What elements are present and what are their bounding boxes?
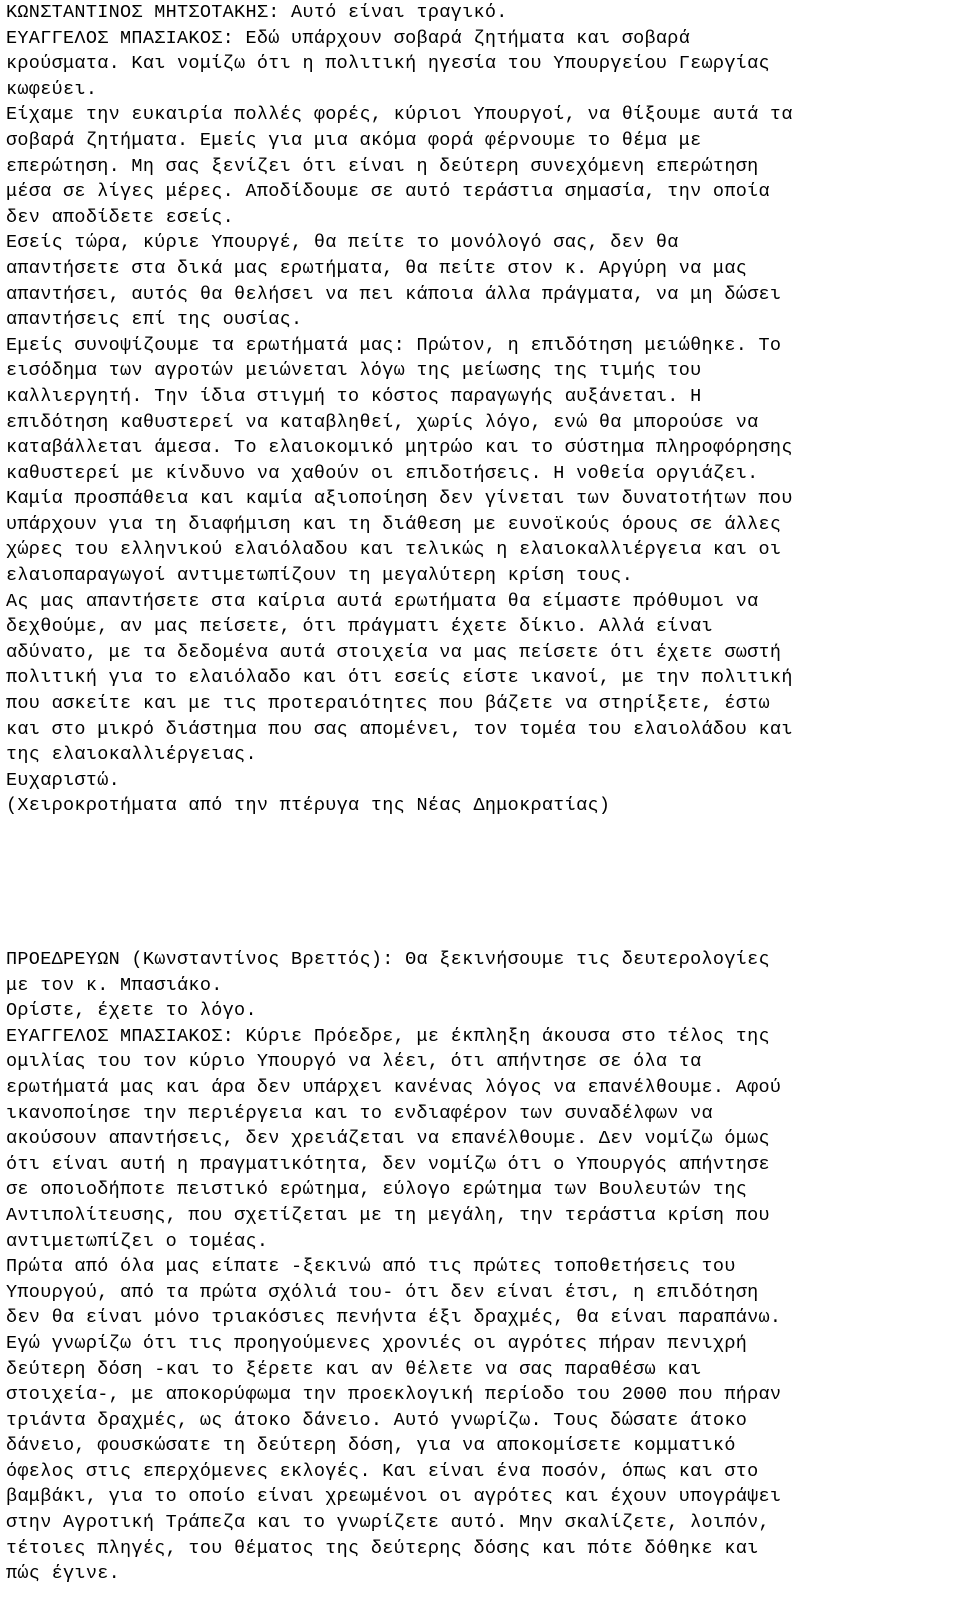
text-line: Ευχαριστώ. bbox=[6, 769, 121, 791]
text-line: απαντήσετε στα δικά μας ερωτήματα, θα πείτε στον κ. Αργύρη να μας bbox=[6, 257, 748, 279]
text-line: ΕΥΑΓΓΕΛΟΣ ΜΠΑΣΙΑΚΟΣ: Εδώ υπάρχουν σοβαρά ζητήματα και σοβαρά bbox=[6, 27, 691, 49]
text-line: ικανοποίησε την περιέργεια και το ενδιαφέρον των συναδέλφων να bbox=[6, 1102, 713, 1124]
text-line: σοβαρά ζητήματα. Εμείς για μια ακόμα φορά φέρνουμε το θέμα με bbox=[6, 129, 702, 151]
transcript-block-2 bbox=[6, 947, 954, 1587]
text-line: επιδότηση καθυστερεί να καταβληθεί, χωρίς λόγο, ενώ θα μπορούσε να bbox=[6, 411, 759, 433]
text-line: με τον κ. Μπασιάκο. bbox=[6, 974, 223, 996]
text-line: ερωτήματά μας και άρα δεν υπάρχει κανένας λόγος να επανέλθουμε. Αφού bbox=[6, 1076, 782, 1098]
text-line: βαμβάκι, για το οποίο είναι χρεωμένοι οι αγρότες και έχουν υπογράψει bbox=[6, 1486, 782, 1508]
text-line: στην Αγροτική Τράπεζα και το γνωρίζετε αυτό. Μην σκαλίζετε, λοιπόν, bbox=[6, 1512, 770, 1534]
text-line: εισόδημα των αγροτών μειώνεται λόγω της μείωσης της τιμής του bbox=[6, 360, 702, 382]
text-line: δεν αποδίδετε εσείς. bbox=[6, 206, 235, 228]
text-line: ελαιοπαραγωγοί αντιμετωπίζουν τη μεγαλύτερη κρίση τους. bbox=[6, 565, 634, 587]
text-line: (Χειροκροτήματα από την πτέρυγα της Νέας Δημοκρατίας) bbox=[6, 795, 611, 817]
text-line: αδύνατο, με τα δεδομένα αυτά στοιχεία να μας πείσετε ότι έχετε σωστή bbox=[6, 641, 782, 663]
text-line: ΚΩΝΣΤΑΝΤΙΝΟΣ ΜΗΤΣΟΤΑΚΗΣ: Αυτό είναι τραγικό. bbox=[6, 2, 508, 23]
text-line: της ελαιοκαλλιέργειας. bbox=[6, 744, 257, 766]
text-line: που ασκείτε και με τις προτεραιότητες που βάζετε να στηρίξετε, έστω bbox=[6, 693, 770, 715]
text-line: καθυστερεί με κίνδυνο να χαθούν οι επιδοτήσεις. Η νοθεία οργιάζει. bbox=[6, 462, 759, 484]
text-line: ομιλίας του τον κύριο Υπουργό να λέει, ότι απήντησε σε όλα τα bbox=[6, 1051, 702, 1073]
text-line: στοιχεία-, με αποκορύφωμα την προεκλογική περίοδο του 2000 που πήραν bbox=[6, 1384, 782, 1406]
text-line: απαντήσει, αυτός θα θελήσει να πει κάποια άλλα πράγματα, να μη δώσει bbox=[6, 283, 782, 305]
text-line: καλλιεργητή. Την ίδια στιγμή το κόστος παραγωγής αυξάνεται. Η bbox=[6, 385, 702, 407]
text-line: τριάντα δραχμές, ως άτοκο δάνειο. Αυτό γνωρίζω. Τους δώσατε άτοκο bbox=[6, 1409, 748, 1431]
text-line: κωφεύει. bbox=[6, 78, 98, 100]
text-line: ότι είναι αυτή η πραγματικότητα, δεν νομίζω ότι ο Υπουργός απήντησε bbox=[6, 1153, 770, 1175]
text-line: Εμείς συνοψίζουμε τα ερωτήματά μας: Πρώτον, η επιδότηση μειώθηκε. Το bbox=[6, 334, 782, 356]
document-page bbox=[6, 0, 954, 1587]
text-line: ΕΥΑΓΓΕΛΟΣ ΜΠΑΣΙΑΚΟΣ: Κύριε Πρόεδρε, με έκπληξη άκουσα στο τέλος της bbox=[6, 1025, 770, 1047]
text-line: απαντήσεις επί της ουσίας. bbox=[6, 309, 303, 331]
text-line: Ας μας απαντήσετε στα καίρια αυτά ερωτήματα θα είμαστε πρόθυμοι να bbox=[6, 590, 759, 612]
text-line: δεχθούμε, αν μας πείσετε, ότι πράγματι έχετε δίκιο. Αλλά είναι bbox=[6, 616, 713, 638]
text-line: Πρώτα από όλα μας είπατε -ξεκινώ από τις πρώτες τοποθετήσεις του bbox=[6, 1256, 736, 1278]
text-line: Εγώ γνωρίζω ότι τις προηγούμενες χρονιές οι αγρότες πήραν πενιχρή bbox=[6, 1332, 748, 1354]
text-line: δάνειο, φουσκώσατε τη δεύτερη δόση, για να αποκομίσετε κομματικό bbox=[6, 1435, 736, 1457]
text-line: τέτοιες πληγές, του θέματος της δεύτερης δόσης και πότε δόθηκε και bbox=[6, 1537, 759, 1559]
text-line: μέσα σε λίγες μέρες. Αποδίδουμε σε αυτό τεράστια σημασία, την οποία bbox=[6, 181, 770, 203]
text-line: σε οποιοδήποτε πειστικό ερώτημα, εύλογο ερώτημα των Βουλευτών της bbox=[6, 1179, 748, 1201]
text-line: δεύτερη δόση -και το ξέρετε και αν θέλετε να σας παραθέσω και bbox=[6, 1358, 702, 1380]
text-line: Καμία προσπάθεια και καμία αξιοποίηση δεν γίνεται των δυνατοτήτων που bbox=[6, 488, 793, 510]
text-line: υπάρχουν για τη διαφήμιση και τη διάθεση με ευνοϊκούς όρους σε άλλες bbox=[6, 513, 782, 535]
text-line: Είχαμε την ευκαιρία πολλές φορές, κύριοι Υπουργοί, να θίξουμε αυτά τα bbox=[6, 104, 793, 126]
text-line: ΠΡΟΕΔΡΕΥΩΝ (Κωνσταντίνος Βρεττός): Θα ξεκινήσουμε τις δευτερολογίες bbox=[6, 949, 770, 970]
text-line: πώς έγινε. bbox=[6, 1563, 121, 1585]
text-line: Υπουργού, από τα πρώτα σχόλιά του- ότι δεν είναι έτσι, η επιδότηση bbox=[6, 1281, 759, 1303]
text-line: κρούσματα. Και νομίζω ότι η πολιτική ηγεσία του Υπουργείου Γεωργίας bbox=[6, 53, 770, 75]
section-gap bbox=[6, 819, 954, 947]
text-line: δεν θα είναι μόνο τριακόσιες πενήντα έξι δραχμές, θα είναι παραπάνω. bbox=[6, 1307, 782, 1329]
text-line: αντιμετωπίζει ο τομέας. bbox=[6, 1230, 269, 1252]
text-line: χώρες του ελληνικού ελαιόλαδου και τελικώς η ελαιοκαλλιέργεια και οι bbox=[6, 539, 782, 561]
text-line: Ορίστε, έχετε το λόγο. bbox=[6, 1000, 257, 1022]
text-line: επερώτηση. Μη σας ξενίζει ότι είναι η δεύτερη συνεχόμενη επερώτηση bbox=[6, 155, 759, 177]
text-line: ακούσουν απαντήσεις, δεν χρειάζεται να επανέλθουμε. Δεν νομίζω όμως bbox=[6, 1128, 770, 1150]
text-line: Εσείς τώρα, κύριε Υπουργέ, θα πείτε το μονόλογό σας, δεν θα bbox=[6, 232, 679, 254]
text-line: Αντιπολίτευσης, που σχετίζεται με τη μεγάλη, την τεράστια κρίση που bbox=[6, 1204, 770, 1226]
text-line: πολιτική για το ελαιόλαδο και ότι εσείς είστε ικανοί, με την πολιτική bbox=[6, 667, 793, 689]
text-line: και στο μικρό διάστημα που σας απομένει, τον τομέα του ελαιολάδου και bbox=[6, 718, 793, 740]
text-line: καταβάλλεται άμεσα. Το ελαιοκομικό μητρώο και το σύστημα πληροφόρησης bbox=[6, 437, 793, 459]
text-line: όφελος στις επερχόμενες εκλογές. Και είναι ένα ποσόν, όπως και στο bbox=[6, 1460, 759, 1482]
transcript-block-1 bbox=[6, 0, 954, 819]
